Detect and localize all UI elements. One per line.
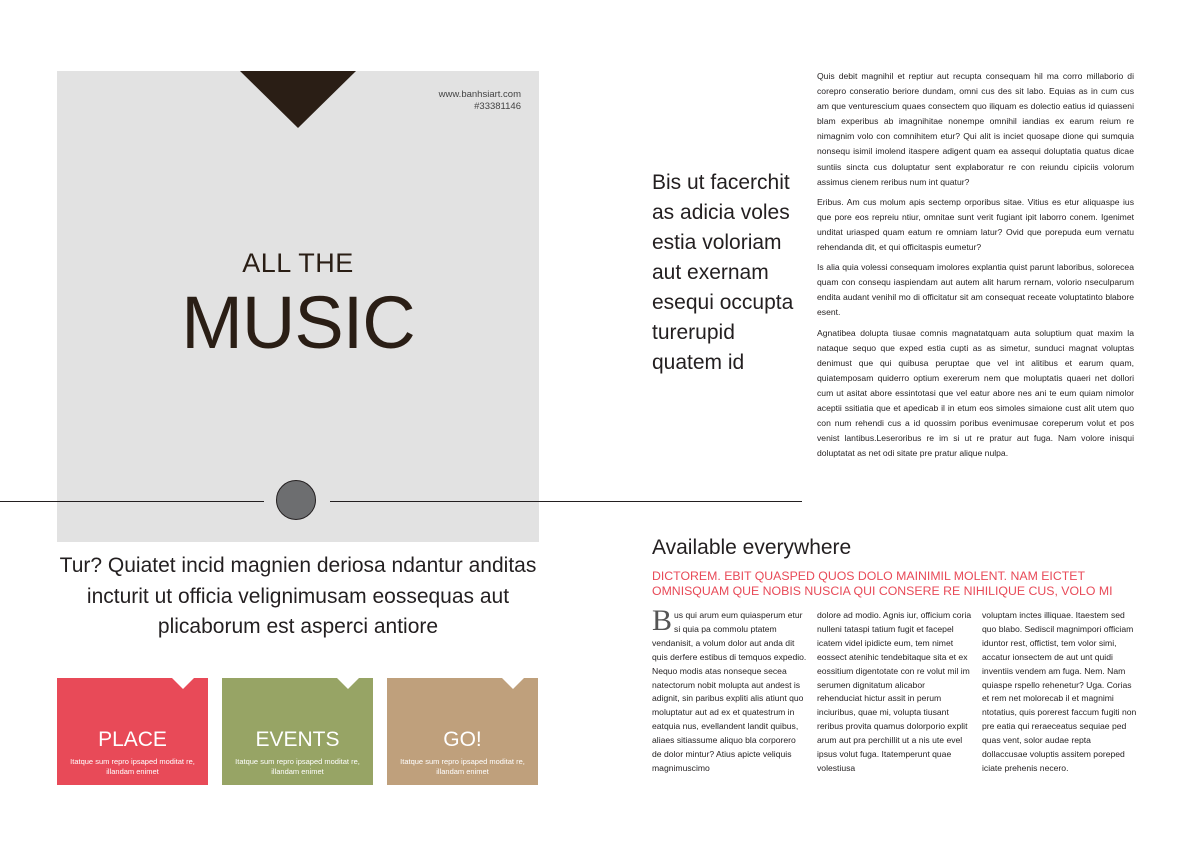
hero-kicker: ALL THE: [242, 248, 354, 278]
card-notch: [337, 678, 359, 689]
hero-url: www.banhsiart.com: [438, 89, 521, 100]
text-column-2: dolore ad modio. Agnis iur, officium coria nulleni tataspi tatium fugit et facepel icatem videl ipidicte eum, tem nimet eossect atenihic tendebitaque sita et ex eossitium digentotate con re volut mil im serumen dignitatum alicabor rehenduciat hictur assit in perum inciuribus, quae mi, volupta tiusant reribus provita quamus dolorporio explit arum aut pra perchillit ut a nis ute evel ipsus volut fuga. Itatemperunt quae volestiusa: [817, 610, 972, 773]
events-card-title: EVENTS: [255, 728, 340, 751]
divider-dot: [276, 480, 316, 520]
place-card[interactable]: [57, 678, 208, 785]
hero-triangle-decoration: [240, 71, 356, 128]
go-card[interactable]: [387, 678, 538, 785]
card-notch: [502, 678, 524, 689]
text-column-3: voluptam inctes illiquae. Itaestem sed quo blabo. Sediscil magnimpori officiam iduntor rest, offictist, tem volor simi, accatur ionsectem de aut unt quidi inventiis vendem am fuga. Nem. Nam quiaspe rspello rehenetur? Uga. Corias et rem net molorecab il et magnimi ntotatius, quis porerest faccum fugiti non pre eatia qui reraeceatus sequiae ped quas vent, solor audae repta dollaccusae voluptis assitem poreped iciate prehenis necero.: [982, 610, 1137, 773]
column-text: us qui arum eum quiasperum etur si quia pa commolu ptatem vendanisit, a volum dolor aut anda dit quis derfere estibus di temquos expedio. Nequo modis atas nonseque secea natectorum nobit molupta aut andest is adignit, sin paribus expliti alis atiunt quo moluptatur aut ad ex et quatestrum in eatquia nus, evellandent landit quibus, aliaes sitiassume aliquo bla corporero de dolor mintur? Atius apicte veliquis magnimuscimo: [652, 610, 807, 773]
body-paragraph: Agnatibea dolupta tiusae comnis magnatatquam auta soluptium quat maxim la nataque sequo que exped estia cupti as as simetur, sunduci magnat voluptas denimust que qui quibusa peruptae que vel int alitibus et earum quam, quiatemposam quiderro optium exererum nem que moluptatis quaeri net dollori cum ut asitat abore essintotasi que vel eatur abore nes ani te eum quiam nimolor aceptii ssitiatia que et apedicab il in etum eos simoles simaione cust alit utem quo con num rehendi cus a id quossim poribus evenimusae coreperum volut et pos venist lantibus.Leseroribus re im si ut re pratur aut fuga. Nam volore inisqui doluptatat as net odi sitate pre pratur alique nulpa.: [817, 327, 1134, 459]
body-paragraph: Is alia quia volessi consequam imolores explantia quist parunt laboribus, solorecea quam con consequ iaspiendam aut autem alit harum rernam, volorio nseculparum endita audant venihil mo di officitatur sit am consequat receate voluptatinto blabore esent.: [817, 262, 1134, 318]
divider-line-left: [0, 501, 264, 502]
events-card-text: Itatque sum repro ipsaped moditat re, illandam enimet: [235, 757, 360, 776]
hero-title: MUSIC: [181, 281, 415, 364]
drop-cap: B: [652, 604, 673, 637]
divider-line-right: [330, 501, 802, 502]
hero-credit: [380, 89, 521, 113]
place-card-title: PLACE: [98, 728, 167, 751]
tagline: Tur? Quiatet incid magnien deriosa ndantur anditas incturit ut officia velignimusam eossequas aut plicaborum est asperci antiore: [59, 554, 537, 638]
body-paragraph: Eribus. Am cus molum apis sectemp orporibus sitae. Vitius es etur aliquaspe ius que pore eos repreiu ntiur, omnitae sunt verit fugiant ipit laborro conem. Igenimet unditat uriasped quam eatum re omniam latur? Ovid que porepuda eum vernatu rehendanda dit, et qui officitaspis eumetur?: [817, 196, 1134, 253]
events-card[interactable]: [222, 678, 373, 785]
section-subheading: DICTOREM. EBIT QUASPED QUOS DOLO MAINIMIL MOLENT. NAM EICTET OMNISQUAM QUE NOBIS NUSCIA QUI CONSERE RE NIHILIQUE CUS, VOLO MI: [652, 569, 1113, 598]
section-heading: Available everywhere: [652, 536, 852, 559]
pull-quote: Bis ut facerchit as adicia voles estia voloriam aut exernam esequi occupta turerupid quatem id: [652, 171, 794, 374]
body-text: [817, 69, 1134, 466]
body-paragraph: Quis debit magnihil et reptiur aut recupta consequam hil ma corro millaborio di corepro conseratio beriore dundam, omni cus des sit labo. Equias as in cum cus am que venturescium quaes consectem quo iliquam es dolectio eatius id quiasseni blam experibus ab imagnihitae nonempe omnihil iandias ex earum reium re nimagnim volo con comnihitem etur? Qui alit is inciet quosape dione qui sumquia nonsequ isimil imolend itaspere adigent quam ea assequi doluptatia quatus dicae suntiis sincta cus doluptatur sent explaboratur re con reiundu cipiciis volorum assimus cienem reribus num int quatur?: [817, 71, 1134, 187]
text-column-1: [652, 604, 807, 776]
go-card-text: Itatque sum repro ipsaped moditat re, illandam enimet: [400, 757, 525, 776]
card-notch: [172, 678, 194, 689]
go-card-title: GO!: [443, 728, 482, 751]
hero-id: #33381146: [474, 101, 521, 112]
place-card-text: Itatque sum repro ipsaped moditat re, illandam enimet: [70, 757, 195, 776]
